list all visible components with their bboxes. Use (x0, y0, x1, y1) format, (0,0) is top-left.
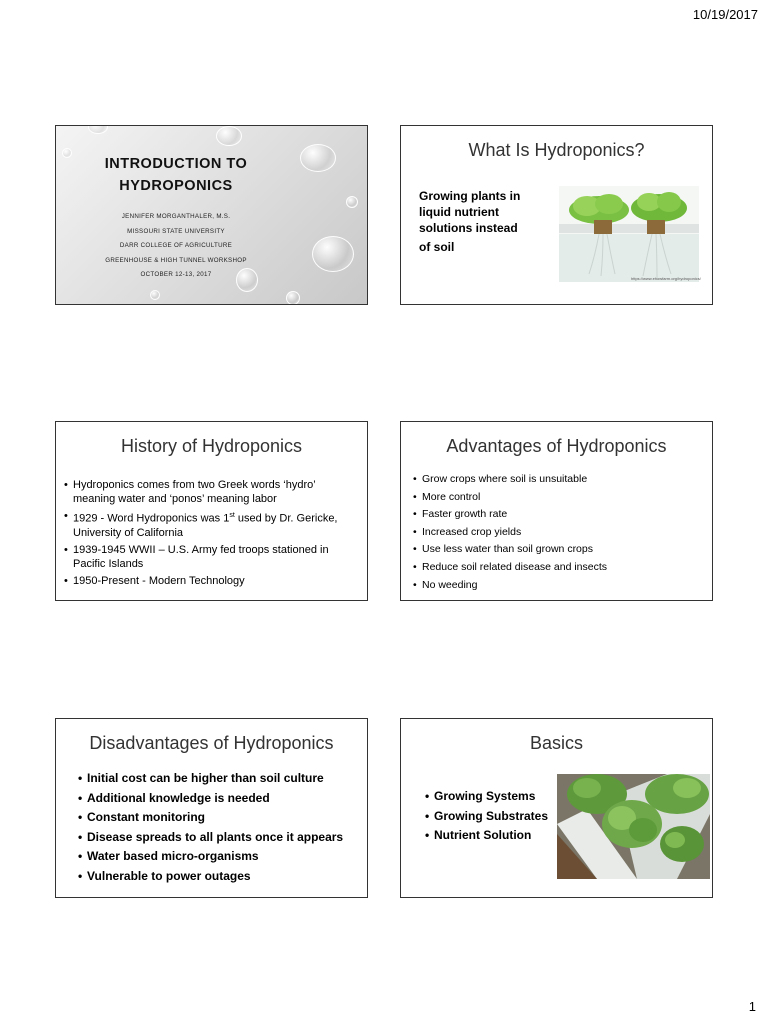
slide-title: INTRODUCTION TO HYDROPONICS (104, 156, 248, 194)
list-item: • Grow crops where soil is unsuitable (413, 471, 703, 489)
slide-title: Advantages of Hydroponics (446, 436, 667, 456)
list-item: • Nutrient Solution (425, 826, 565, 846)
history-list (64, 478, 360, 591)
water-drop (346, 196, 358, 208)
list-item: • Growing Substrates (425, 807, 565, 827)
basics-list (425, 787, 565, 846)
list-item: • 1950-Present - Modern Technology (64, 574, 360, 588)
water-drop (300, 144, 336, 172)
list-item: • Growing Systems (425, 787, 565, 807)
list-item: • Disease spreads to all plants once it appears (78, 828, 358, 848)
list-item: • Faster growth rate (413, 506, 703, 524)
slide-basics (400, 718, 713, 898)
slide-title: Disadvantages of Hydroponics (89, 733, 334, 753)
list-item: • 1939-1945 WWII – U.S. Army fed troops stationed in Pacific Islands (64, 543, 360, 571)
header-date: 10/19/2017 (692, 7, 758, 22)
list-item: • Initial cost can be higher than soil culture (78, 769, 358, 789)
list-item: • Use less water than soil grown crops (413, 541, 703, 559)
slide-advantages (400, 421, 713, 601)
water-drop (88, 125, 108, 134)
list-item: • Water based micro-organisms (78, 847, 358, 867)
image-credit: https://www.ehowfarm.org/hydroponics/ (631, 276, 701, 281)
list-item: • Constant monitoring (78, 808, 358, 828)
water-drop (216, 126, 242, 146)
list-item: • Reduce soil related disease and insects (413, 559, 703, 577)
list-item: • Increased crop yields (413, 524, 703, 542)
slide-title: What Is Hydroponics? (468, 140, 645, 160)
lettuce-channel-image (557, 774, 710, 879)
slide-title: History of Hydroponics (120, 436, 303, 456)
list-item: • 1929 - Word Hydroponics was 1st used by Dr. Gericke, University of California (64, 509, 360, 540)
list-item: • Vulnerable to power outages (78, 867, 358, 887)
list-item: • More control (413, 489, 703, 507)
water-drop (150, 290, 160, 300)
list-item: • Additional knowledge is needed (78, 789, 358, 809)
slide-history (55, 421, 368, 601)
list-item: • Hydroponics comes from two Greek words ‘hydro’ meaning water and ‘ponos’ meaning labor (64, 478, 360, 506)
slide-what-is (400, 125, 713, 305)
hydroponic-lettuce-image (559, 186, 699, 282)
disadvantages-list (78, 769, 358, 886)
slide-title: Basics (529, 733, 583, 753)
slide-disadvantages (55, 718, 368, 898)
definition-text: Growing plants in liquid nutrient solutions instead of soil (419, 189, 521, 254)
page-number: 1 (748, 999, 756, 1014)
water-drop (286, 291, 300, 305)
list-item: • No weeding (413, 577, 703, 595)
water-drop (312, 236, 354, 272)
slide-intro (55, 125, 368, 305)
advantages-list (413, 471, 703, 594)
slide-subtitle: JENNIFER MORGANTHALER, M.S. MISSOURI STATE UNIVERSITY DARR COLLEGE OF AGRICULTURE GREENHOUSE & HIGH TUNNEL WORKSHOP OCTOBER 12-13, 2017 (105, 213, 247, 278)
